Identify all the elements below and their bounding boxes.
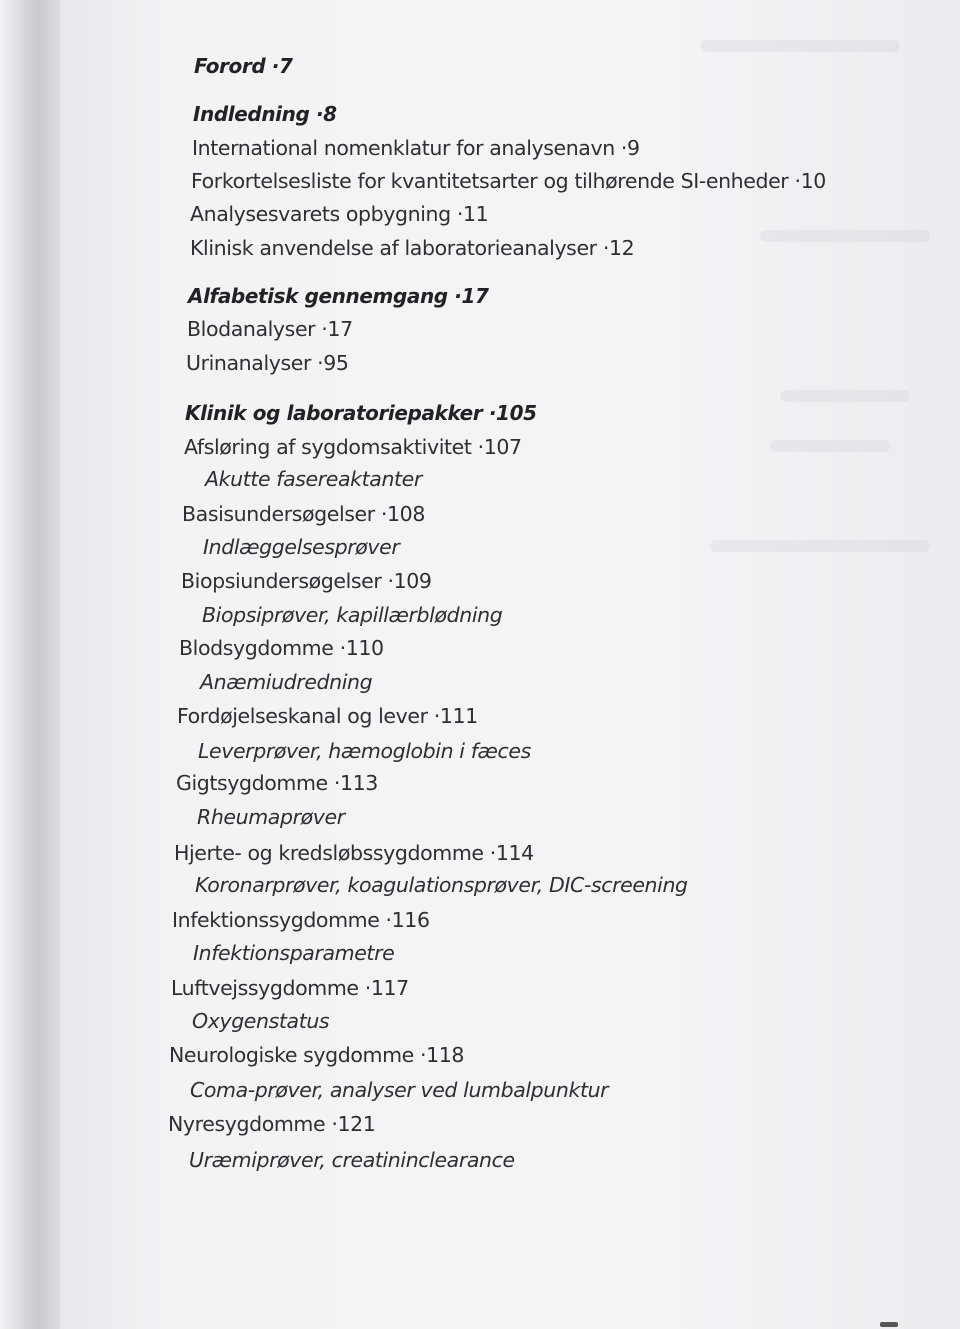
separator-dot <box>325 1112 337 1136</box>
toc-entry-page: 110 <box>345 636 384 660</box>
toc-entry-title: Urinanalyser <box>186 351 311 375</box>
toc-entry <box>177 704 478 728</box>
separator-dot <box>315 317 327 341</box>
separator-dot <box>328 771 340 795</box>
separator-dot <box>451 202 463 226</box>
toc-entry <box>190 202 488 226</box>
toc-entry-page: 114 <box>495 841 534 865</box>
toc-heading-title: Klinik og laboratoriepakker <box>185 401 483 425</box>
toc-entry-page: 108 <box>387 502 425 526</box>
toc-entry <box>192 136 640 160</box>
toc-heading-page: 8 <box>323 102 337 126</box>
toc-entry-page: 111 <box>439 704 478 728</box>
separator-dot <box>311 351 323 375</box>
toc-entry-page: 95 <box>323 351 349 375</box>
separator-dot <box>428 704 440 728</box>
toc-entry-page: 118 <box>426 1043 465 1067</box>
toc-entry-page: 107 <box>483 435 522 459</box>
toc-entry-title: Forkortelsesliste for kvantitetsarter og tilhørende SI-enheder <box>191 169 789 193</box>
toc-entry-page: 116 <box>391 908 430 932</box>
toc-entry <box>174 841 534 865</box>
toc-heading-page: 105 <box>496 401 537 425</box>
toc-entry-page: 121 <box>337 1112 376 1136</box>
separator-dot <box>379 908 391 932</box>
toc-entry <box>181 569 432 593</box>
toc-entry-page: 113 <box>340 771 378 795</box>
toc-entry <box>186 351 349 375</box>
toc-subentry: Infektionsparametre <box>193 941 395 965</box>
toc-entry-page: 11 <box>462 202 489 226</box>
toc-entry-page: 10 <box>800 169 826 193</box>
toc-entry-title: Basisundersøgelser <box>182 502 375 526</box>
toc-entry-title: Infektionssygdomme <box>172 908 380 932</box>
toc-entry <box>169 1043 464 1067</box>
toc-subentry: Coma-prøver, analyser ved lumbalpunktur <box>190 1078 609 1102</box>
toc-entry <box>171 976 409 1000</box>
toc-subentry: Oxygenstatus <box>192 1009 330 1033</box>
toc-entry-title: Klinisk anvendelse af laboratorieanalyser <box>190 236 597 260</box>
separator-dot <box>597 236 609 260</box>
toc-entry-page: 9 <box>627 136 640 160</box>
toc-entry <box>187 317 353 341</box>
separator-dot <box>359 976 371 1000</box>
toc-heading-indledning <box>193 102 337 126</box>
toc-subentry: Akutte fasereaktanter <box>205 467 422 491</box>
toc-entry <box>190 236 634 260</box>
toc-heading-klinik <box>185 401 537 425</box>
toc-heading-title: Alfabetisk gennemgang <box>188 284 448 308</box>
separator-dot <box>381 569 393 593</box>
toc-subentry: Indlæggelsesprøver <box>203 535 400 559</box>
toc-subentry: Biopsiprøver, kapillærblødning <box>202 603 503 627</box>
separator-dot <box>482 401 496 425</box>
toc-entry <box>179 636 384 660</box>
toc-entry-page: 17 <box>327 317 353 341</box>
separator-dot <box>333 636 345 660</box>
toc-entry <box>191 169 826 193</box>
separator-dot <box>265 54 279 78</box>
separator-dot <box>375 502 387 526</box>
toc-entry-title: International nomenklatur for analysenavn <box>192 136 615 160</box>
toc-heading-alfabetisk <box>188 284 489 308</box>
toc-heading-page: 17 <box>461 284 489 308</box>
toc-entry-title: Nyresygdomme <box>168 1112 326 1136</box>
separator-dot <box>615 136 627 160</box>
separator-dot <box>414 1043 426 1067</box>
page-corner-mark <box>880 1322 898 1327</box>
toc-entry-page: 117 <box>370 976 409 1000</box>
toc-heading-forord <box>194 54 293 78</box>
separator-dot <box>788 169 800 193</box>
toc-heading-title: Indledning <box>193 102 310 126</box>
toc-entry <box>172 908 430 932</box>
separator-dot <box>448 284 462 308</box>
toc-entry-title: Neurologiske sygdomme <box>169 1043 414 1067</box>
toc-entry <box>176 771 378 795</box>
toc-entry-title: Hjerte- og kredsløbssygdomme <box>174 841 484 865</box>
separator-dot <box>309 102 323 126</box>
toc-entry-title: Blodsygdomme <box>179 636 334 660</box>
toc-subentry: Leverprøver, hæmoglobin i fæces <box>198 739 531 763</box>
toc-entry-title: Gigtsygdomme <box>176 771 328 795</box>
toc-subentry: Koronarprøver, koagulationsprøver, DIC-screening <box>195 873 688 897</box>
toc-entry-page: 109 <box>393 569 432 593</box>
toc-entry <box>168 1112 375 1136</box>
toc-subentry: Rheumaprøver <box>197 805 345 829</box>
toc-entry-title: Luftvejssygdomme <box>171 976 359 1000</box>
toc-entry-title: Afsløring af sygdomsaktivitet <box>184 435 472 459</box>
toc-entry <box>182 502 425 526</box>
separator-dot <box>471 435 483 459</box>
toc-entry-title: Fordøjelseskanal og lever <box>177 704 428 728</box>
toc-entry-title: Blodanalyser <box>187 317 316 341</box>
toc-heading-page: 7 <box>279 54 293 78</box>
toc-subentry: Uræmiprøver, creatininclearance <box>189 1148 515 1172</box>
toc-heading-title: Forord <box>194 54 266 78</box>
separator-dot <box>484 841 496 865</box>
toc-entry-title: Analysesvarets opbygning <box>190 202 451 226</box>
toc-entry-page: 12 <box>608 236 635 260</box>
toc-entry <box>184 435 522 459</box>
toc-entry-title: Biopsiundersøgelser <box>181 569 382 593</box>
toc-subentry: Anæmiudredning <box>200 670 373 694</box>
